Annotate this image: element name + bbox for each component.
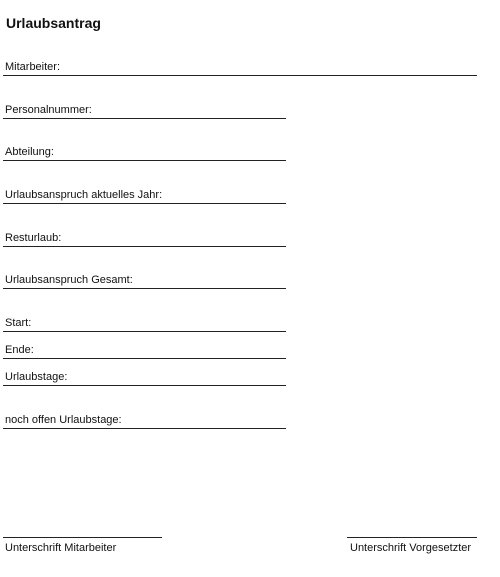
employee-signature-label: Unterschrift Mitarbeiter: [5, 542, 117, 554]
leave-days-label: Urlaubstage:: [5, 371, 68, 383]
total-entitlement-field[interactable]: [3, 269, 286, 289]
department-field[interactable]: [3, 141, 286, 161]
supervisor-signature-line[interactable]: [347, 537, 477, 557]
start-date-field[interactable]: [3, 312, 286, 332]
personnel-number-label: Personalnummer:: [5, 104, 92, 116]
department-label: Abteilung:: [5, 146, 54, 158]
open-leave-days-field[interactable]: [3, 409, 286, 429]
form-title: Urlaubsantrag: [6, 15, 101, 31]
annual-entitlement-label: Urlaubsanspruch aktuelles Jahr:: [5, 189, 163, 201]
total-entitlement-label: Urlaubsanspruch Gesamt:: [5, 274, 133, 286]
annual-entitlement-field[interactable]: [3, 184, 286, 204]
employee-signature-line[interactable]: [3, 537, 162, 557]
remaining-leave-label: Resturlaub:: [5, 232, 62, 244]
remaining-leave-field[interactable]: [3, 227, 286, 247]
leave-days-field[interactable]: [3, 366, 286, 386]
open-leave-days-label: noch offen Urlaubstage:: [5, 414, 122, 426]
end-date-label: Ende:: [5, 344, 34, 356]
employee-name-field[interactable]: [3, 56, 477, 76]
employee-name-label: Mitarbeiter:: [5, 61, 61, 73]
personnel-number-field[interactable]: [3, 99, 286, 119]
start-date-label: Start:: [5, 317, 32, 329]
end-date-field[interactable]: [3, 339, 286, 359]
supervisor-signature-label: Unterschrift Vorgesetzter: [350, 542, 472, 554]
